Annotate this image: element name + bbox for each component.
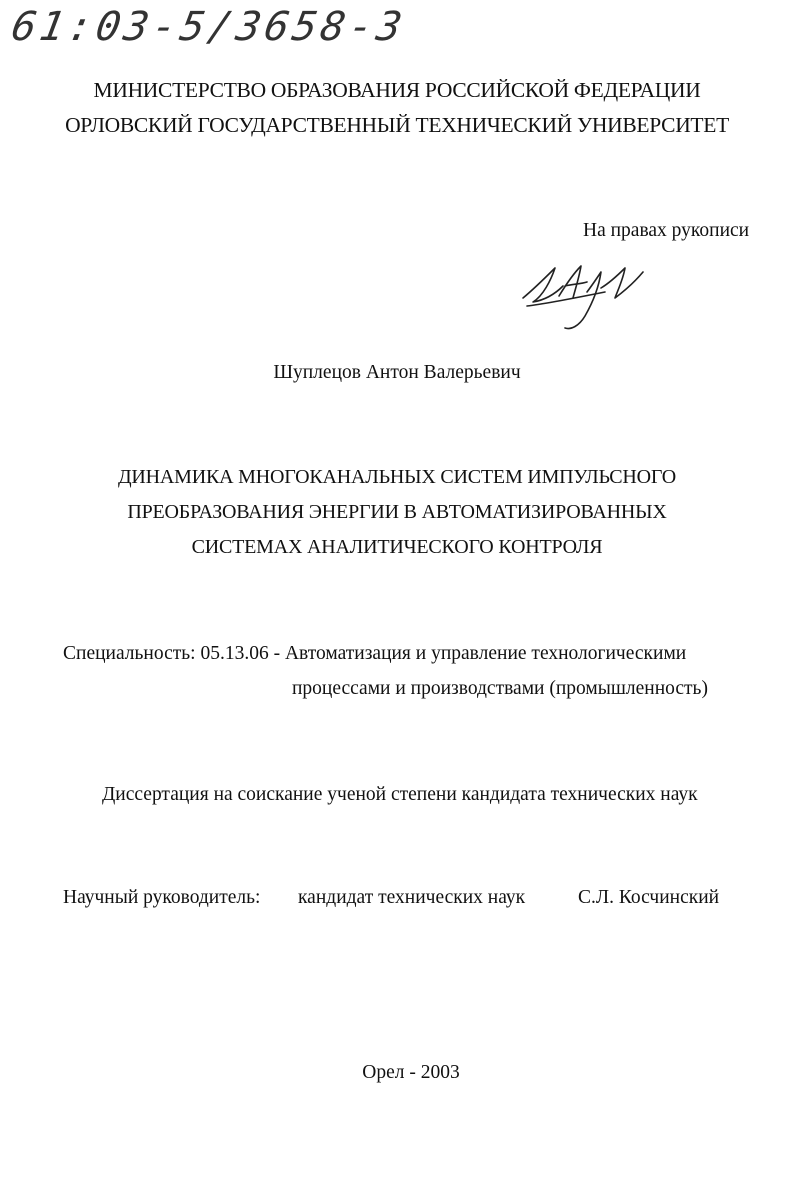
specialty-line-1: Специальность: 05.13.06 - Автоматизация и управление технологическими — [63, 643, 687, 664]
archive-number: 61:03-5/3658-3 — [7, 4, 410, 50]
signature-stroke — [565, 272, 601, 329]
title-line-3: СИСТЕМАХ АНАЛИТИЧЕСКОГО КОНТРОЛЯ — [191, 536, 603, 558]
title-line-1: ДИНАМИКА МНОГОКАНАЛЬНЫХ СИСТЕМ ИМПУЛЬСНОГО — [117, 466, 676, 488]
university-heading: ОРЛОВСКИЙ ГОСУДАРСТВЕННЫЙ ТЕХНИЧЕСКИЙ УНИВЕРСИТЕТ — [65, 113, 729, 137]
supervisor-degree: кандидат технических наук — [298, 887, 526, 908]
specialty-line-2: процессами и производствами (промышленность) — [292, 678, 708, 699]
dissertation-statement: Диссертация на соискание ученой степени кандидата технических наук — [102, 784, 698, 805]
title-line-2: ПРЕОБРАЗОВАНИЯ ЭНЕРГИИ В АВТОМАТИЗИРОВАННЫХ — [127, 501, 667, 523]
supervisor-label: Научный руководитель: — [63, 887, 261, 908]
city-year: Орел - 2003 — [362, 1062, 460, 1083]
ministry-heading: МИНИСТЕРСТВО ОБРАЗОВАНИЯ РОССИЙСКОЙ ФЕДЕРАЦИИ — [93, 78, 701, 102]
signature-stroke — [601, 268, 643, 298]
signature — [515, 258, 655, 333]
manuscript-rights: На правах рукописи — [583, 220, 750, 241]
supervisor-name: С.Л. Косчинский — [578, 887, 720, 908]
signature-stroke — [559, 266, 587, 298]
signature-stroke — [523, 268, 563, 302]
author-name: Шуплецов Антон Валерьевич — [273, 362, 521, 383]
